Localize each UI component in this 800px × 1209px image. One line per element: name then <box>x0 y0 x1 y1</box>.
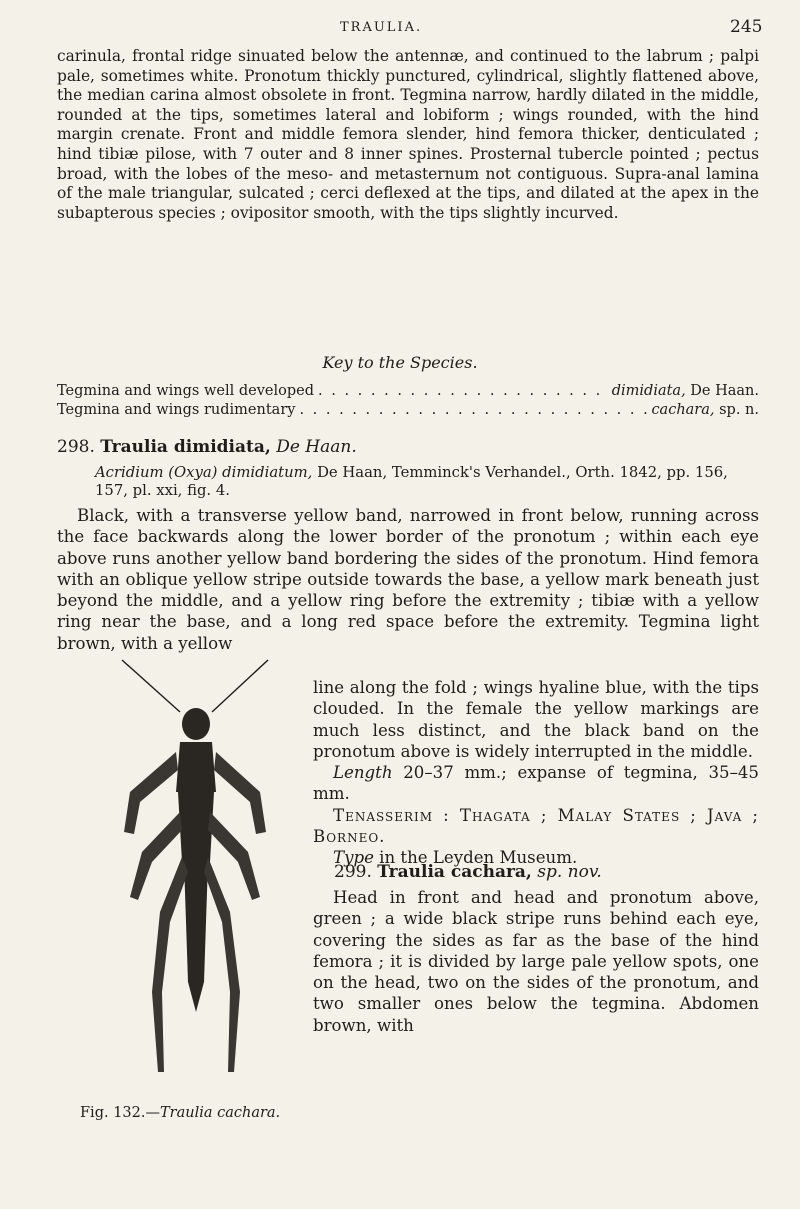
key-row-species: dimidiata, De Haan. <box>611 383 759 399</box>
reference-citation: De Haan, Temminck's Verhandel., Orth. 1842, pp. 156, 157, pl. xxi, fig. 4. <box>95 464 728 499</box>
page-number: 245 <box>730 17 763 37</box>
key-row-1 <box>57 383 759 399</box>
species-author: De Haan. <box>276 437 357 457</box>
species-298-length: Length 20–37 mm.; expanse of tegmina, 35–45 mm. <box>313 763 759 804</box>
species-298-distribution: Tenasserim : Thagata ; Malay States ; Java ; Borneo. <box>313 805 759 847</box>
left-antenna <box>122 660 180 712</box>
dot-leader <box>299 402 647 418</box>
species-298-description: Black, with a transverse yellow band, narrowed in front below, running across the face backwards along the lower border of the pronotum ; within each eye above runs another yellow band bordering the sides of the pronotum. Hind femora with an oblique yellow stripe outside towards the base, a yellow mark beneath just beyond the middle, and a yellow ring before the extremity ; tibiæ with a yellow ring near the base, and a long red space before the extremity. Tegmina light brown, with a yellow <box>57 506 759 653</box>
species-author: sp. nov. <box>537 862 602 882</box>
key-row-description: Tegmina and wings well developed <box>57 383 315 399</box>
insect-head <box>182 708 210 740</box>
right-front-leg <box>214 752 266 834</box>
dot-leader <box>318 383 608 399</box>
insect-pronotum <box>176 742 216 792</box>
species-number: 299. <box>334 862 372 882</box>
figure-caption <box>80 1105 320 1122</box>
species-298-side-text <box>313 677 759 869</box>
species-298-type: Type in the Leyden Museum. <box>333 848 578 868</box>
species-298-description-cont: line along the fold ; wings hyaline blue, with the tips clouded. In the female the yellow markings are much less distinct, and the black band on the pronotum above is widely interrupted in the middle. <box>313 678 759 761</box>
species-name: Traulia cachara, <box>377 862 532 882</box>
species-name: Traulia dimidiata, <box>100 437 271 457</box>
right-antenna <box>212 660 268 712</box>
key-heading: Key to the Species. <box>322 353 478 372</box>
traulia-cachara-illustration <box>100 652 290 1107</box>
species-299-description: Head in front and head and pronotum above, green ; a wide black stripe runs behind each eye, covering the sides as far as the base of the hind femora ; it is divided by large pale yellow spots, one on the head, two on the sides of the pronotum, and two smaller ones below the tegmina. Abdomen brown, with <box>313 888 759 1035</box>
running-title: TRAULIA. <box>340 20 423 35</box>
caption-label: Fig. 132.— <box>80 1105 160 1121</box>
species-heading-298 <box>57 437 357 457</box>
genus-description-text: carinula, frontal ridge sinuated below the antennæ, and continued to the labrum ; palpi pale, sometimes white. Pronotum thickly punctured, cylindrical, slightly flattened above, the median carina almost obsolete in front. Tegmina narrow, hardly dilated in the middle, rounded at the tips, sometimes lateral and lobiform ; wings rounded, with the hind margin crenate. Front and middle femora slender, hind femora thicker, denticulated ; hind tibiæ pilose, with 7 outer and 8 inner spines. Prosternal tubercle pointed ; pectus broad, with the lobes of the meso- and metasternum not contiguous. Supra-anal lamina of the male triangular, sulcated ; cerci deflexed at the tips, and dilated at the apex in the subapterous species ; ovipositor smooth, with the tips slightly incurved. <box>57 47 759 222</box>
reference-taxon: Acridium (Oxya) dimidiatum, <box>95 464 313 481</box>
species-reference-298 <box>57 464 759 500</box>
genus-description <box>57 47 759 223</box>
insect-abdomen <box>184 862 208 1012</box>
key-row-2 <box>57 402 759 418</box>
key-row-description: Tegmina and wings rudimentary <box>57 402 296 418</box>
caption-species: Traulia cachara. <box>159 1105 281 1121</box>
species-heading-299 <box>334 862 602 882</box>
left-front-leg <box>124 752 178 834</box>
left-hind-leg <box>152 857 188 1072</box>
key-row-species: cachara, sp. n. <box>651 402 759 418</box>
right-hind-leg <box>204 857 240 1072</box>
species-number: 298. <box>57 437 95 457</box>
